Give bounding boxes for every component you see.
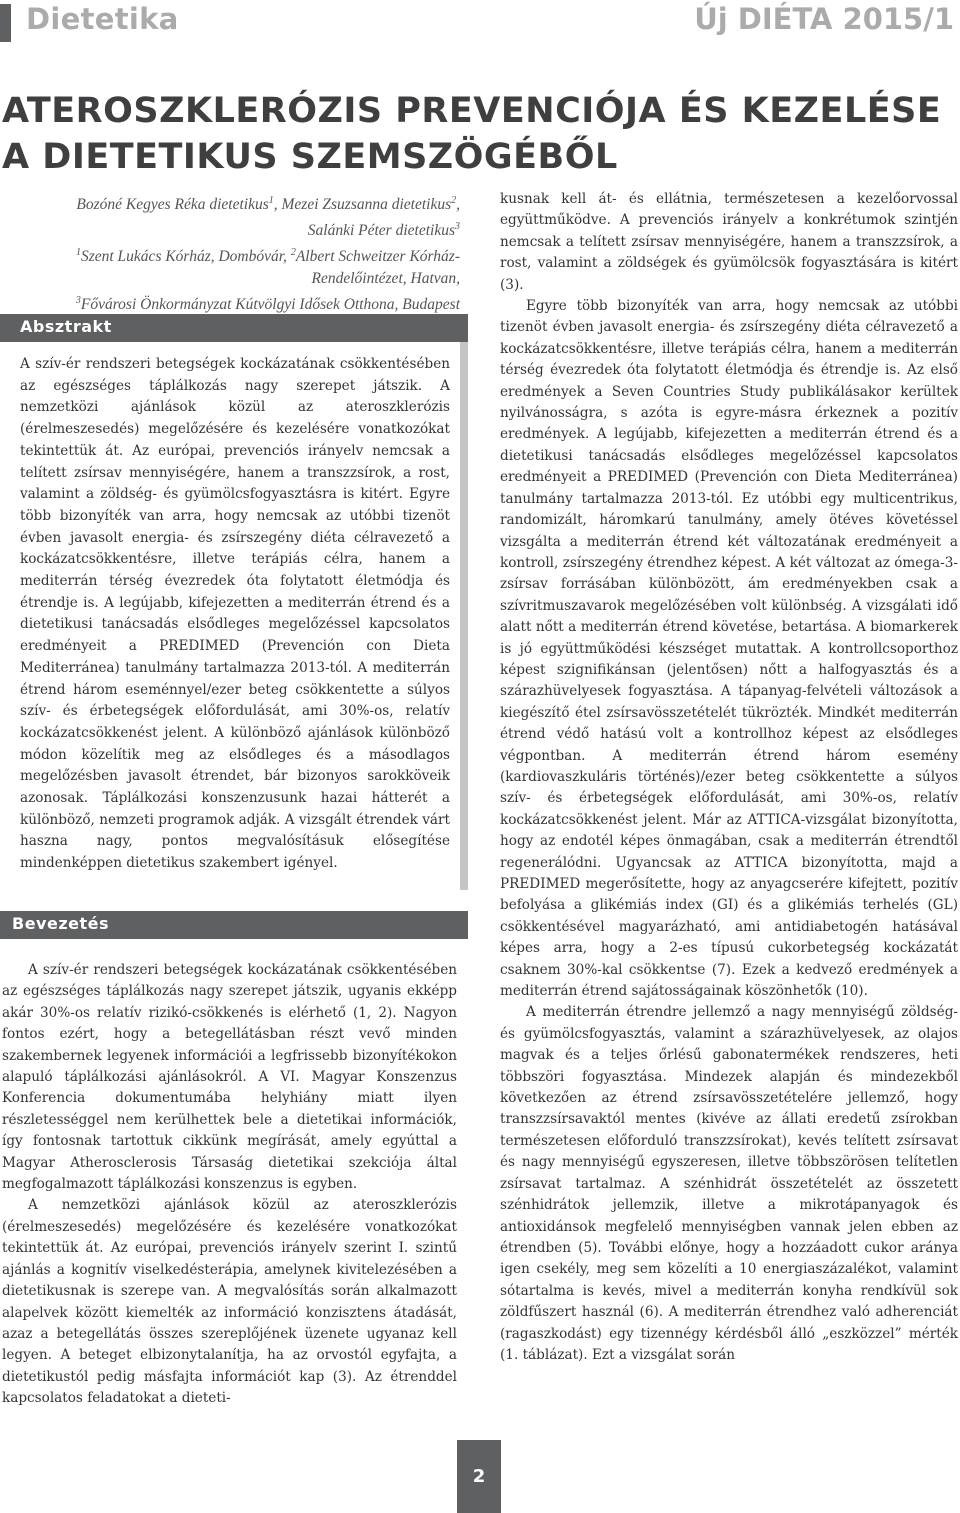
intro-heading-bar xyxy=(0,911,468,939)
affiliation-marker: 2 xyxy=(290,247,296,259)
left-column xyxy=(2,960,457,1410)
journal-issue: Új DIÉTA 2015/1 xyxy=(694,2,954,36)
right-column xyxy=(500,189,958,1366)
section-title: Dietetika xyxy=(26,2,179,36)
paragraph: A szív-ér rendszeri betegségek kockázatának csökkentésében az egészséges táplálkozás nagy szerepet játszik, ugyanis ekképp akár 30%-os relatív rizikó-csökkenés is elérhető (1, 2). Nagyon fontos ezért, hogy a betegellátásban részt vevő minden szakembernek legyenek információi a legfrissebb bizonyítékokon alapuló táplálkozási ajánlásokról. A VI. Magyar Konszenzus Konferencia dokumentumába helyhiány miatt ilyen részletességgel nem kerülhettek bele a dietetikai információk, így fontosnak tartottuk cikkünk megírását, amely egyúttal a Magyar Atherosclerosis Társaság dietetikai szekciója által megfogalmazott táplálkozási konszenzus is egyben. xyxy=(2,962,457,1193)
page-header xyxy=(0,0,960,46)
paragraph: A nemzetközi ajánlások közül az ateroszklerózis (érelmeszesedés) megelőzésére és kezelésére vonatkozókat tekintettük át. Az európai, prevenciós irányelv szerint I. szintű ajánlás a kognitív viselkedésterápia, amelynek kivitelezésében a dietetikusnak is szerepe van. A megvalósítás során alkalmazott alapelvek között kiemelték az információ konzisztens átadását, azaz a betegellátás összes szereplőjének üzenete ugyanaz kell legyen. A beteget elbizonytalanítja, ha az orvostól egyfajta, a dietetikustól pedig másfajta információt kap (3). Az étrenddel kapcsolatos feladatokat a dieteti- xyxy=(2,1197,457,1407)
affiliation-marker: 3 xyxy=(455,221,460,233)
abstract-heading-bar xyxy=(0,314,468,342)
paragraph: kusnak kell át- és ellátnia, természetesen a kezelőorvossal együttműködve. A prevenciós irányelv a konkrétumok szintjén nemcsak a telített zsírsav mennyiségére, hanem a transzzsírok, a rost, valamint a zöldségek és gyümölcsök fogyasztására is kitért (3). xyxy=(500,191,958,293)
affiliation-marker: 2 xyxy=(451,195,457,206)
author-line-2 xyxy=(20,216,460,242)
article-title: ATEROSZKLERÓZIS PREVENCIÓJA ÉS KEZELÉSE A DIETETIKUS SZEMSZÖGÉBŐL xyxy=(2,91,942,177)
affiliation-line-3 xyxy=(20,290,460,316)
abstract-text: A szív-ér rendszeri betegségek kockázatának csökkentésében az egészséges táplálkozás nagy szerepet játszik. A nemzetközi ajánlások közül az ateroszklerózis (érelmeszesedés) megelőzésére és kezelésére vonatkozókat tekintettük át. Az európai, prevenciós irányelv nemcsak a telített zsírsav mennyiségére, hanem a transzzsírok, a rost, valamint a zöldség- és gyümölcsfogyasztásra is kitért. Egyre több bizonyíték van arra, hogy nemcsak az utóbbi tizenöt évben javasolt energia- és zsírszegény diéta célravezető a kockázatcsökkentésre, illetve terápiás célra, hanem a mediterrán térség évezredek óta folytatott életmódja és étrendje is. A legújabb, kifejezetten a mediterrán étrend és a dietetikusi tanácsadás elsődleges megelőzéssel kapcsolatos eredményeit a PREDIMED (Prevención con Dieta Mediterránea) tanulmány tartalmazza 2013-tól. A mediterrán étrend három eseménnyel/ezer beteg csökkentette a súlyos szív- és érbetegségek előfordulását, ami 30%-os, relatív kockázatcsökkenést jelent. A különböző ajánlások különböző módon közelítik meg az elsődleges és a másodlagos megelőzésben javasolt étrendet, bár bizonyos sarokköveik azonosak. Táplálkozási konszenzusunk hazai hátterét a különböző, nemzeti programok adják. A vizsgált étrendek várt haszna nagy, pontos megvalósításuk elősegítése mindenképpen dietetikus szakembert igényel. xyxy=(20,356,450,872)
affiliation-marker: 1 xyxy=(268,195,274,206)
author-line-1 xyxy=(20,190,460,216)
abstract-side-rule xyxy=(460,342,468,890)
paragraph: A mediterrán étrendre jellemző a nagy mennyiségű zöldség- és gyümölcsfogyasztás, valamint a szárazhüvelyesek, az olajos magvak és a teljes őrlésű gabonatermékek rendszeres, heti többszöri fogyasztása. Mindezek alapján és mindezekből következően az étrend zsírsavösszetételére jellemző, hogy transzzsírsavaktól mentes (kivéve az állati eredetű zsírokban természetesen előforduló transzzsírokat), kevés telített zsírsavat és nagy mennyiségű egyszeresen, illetve többszörösen telítetlen zsírsavat tartalmaz. A szénhidrát összetételét az összetett szénhidrátok jellemzik, illetve a mikrotápanyagok és antioxidánsok megfelelő mennyiségben vannak jelen ebben az étrendben (5). További előnye, hogy a hozzáadott cukor aránya igen csekély, meg sem közelíti a 10 energiaszázalékot, valamint sótartalma is kevés, mivel a mediterrán konyha rendkívül sok zöldfűszert használ (6). A mediterrán étrendhez való adherenciát (ragaszkodást) egy tizennégy kérdésből álló „eszközzel” mérték (1. táblázat). Ezt a vizsgálat során xyxy=(500,1004,958,1363)
header-accent-bar xyxy=(0,4,11,42)
affiliation-marker: 3 xyxy=(75,295,81,307)
affiliation: Fővárosi Önkormányzat Kútvölgyi Idősek Otthona, Budapest xyxy=(80,296,460,314)
intro-heading: Bevezetés xyxy=(12,914,110,933)
abstract-heading: Absztrakt xyxy=(20,317,112,336)
separator: , xyxy=(456,196,460,214)
affiliation-marker: 1 xyxy=(75,247,81,259)
author-block xyxy=(20,190,460,317)
page-number-tab xyxy=(457,1440,501,1513)
page-number: 2 xyxy=(472,1466,486,1487)
author-name: Bozóné Kegyes Réka dietetikus xyxy=(76,196,269,214)
paragraph: Egyre több bizonyíték van arra, hogy nemcsak az utóbbi tizenöt évben javasolt energia- és zsírszegény diéta célravezető a kockázatcsökkentésre, illetve terápiás célra, hanem a mediterrán térség évezredek óta folytatott életmódja és étrendje is. Az első eredmények a Seven Countries Study publikálásakor kerültek nyilvánosságra, s azóta is egyre-másra érkeznek a pozitív eredmények. A legújabb, kifejezetten a mediterrán étrend és a dietetikusi tanácsadás elsődleges megelőzéssel kapcsolatos eredményeit a PREDIMED (Prevención con Dieta Mediterránea) tanulmány tartalmazza 2013-tól. Ez utóbbi egy multicentrikus, randomizált, háromkarú tanulmány, amely ötéves követéssel vizsgálta a mediterrán étrend két változatának eredményeit a kontroll, zsírszegény étrendhez képest. A két változat az ómega-3-zsírsav forrásában különbözött, ám eredményekben csak a szívritmuszavarok megelőzésében volt különbség. A vizsgálati idő alatt nőtt a mediterrán étrend követése, betartása. A biomarkerek is jó együttműködési készséget mutattak. A kontrollcsoporthoz képest szignifikánsan (jelentősen) nőtt a halfogyasztás és a szárazhüvelyesek fogyasztása. A tápanyag-felvételi változások a kiegészítő étel zsírsavösszetételét tükrözték. Mindkét mediterrán étrend védő hatású volt a kontrollhoz képest az elsődleges végpontban. A mediterrán étrend három esemény (kardiovaszkuláris történés)/ezer beteg csökkentette a súlyos szív- és érbetegségek előfordulását, ami 30%-os, relatív kockázatcsökkenést jelent. Már az ATTICA-vizsgálat bizonyította, hogy az endotél képes önmagában, csak a mediterrán étrendtől regenerálódni. Ugyancsak az ATTICA bizonyította, majd a PREDIMED megerősítette, hogy az anyagcserére kifejtett, pozitív befolyása a glikémiás index (GI) és a glikémiás terhelés (GL) csökkentésével magyarázható, ami antidiabetogén hatásával képes arra, hogy a 2-es típusú cukorbetegség kockázatát csaknem 30%-kal csökkentse (7). Ezek a kedvező eredmények a mediterrán étrend sajátosságainak köszönhetők (10). xyxy=(500,298,958,1000)
author-name: Salánki Péter dietetikus xyxy=(307,222,455,240)
affiliation: Szent Lukács Kórház, Dombóvár, xyxy=(80,248,291,266)
affiliation-line-1 xyxy=(20,242,460,268)
affiliation: Albert Schweitzer Kórház- xyxy=(295,248,460,266)
author-name: , Mezei Zsuzsanna dietetikus xyxy=(273,196,452,214)
affiliation-line-2: Rendelőintézet, Hatvan, xyxy=(311,270,460,288)
